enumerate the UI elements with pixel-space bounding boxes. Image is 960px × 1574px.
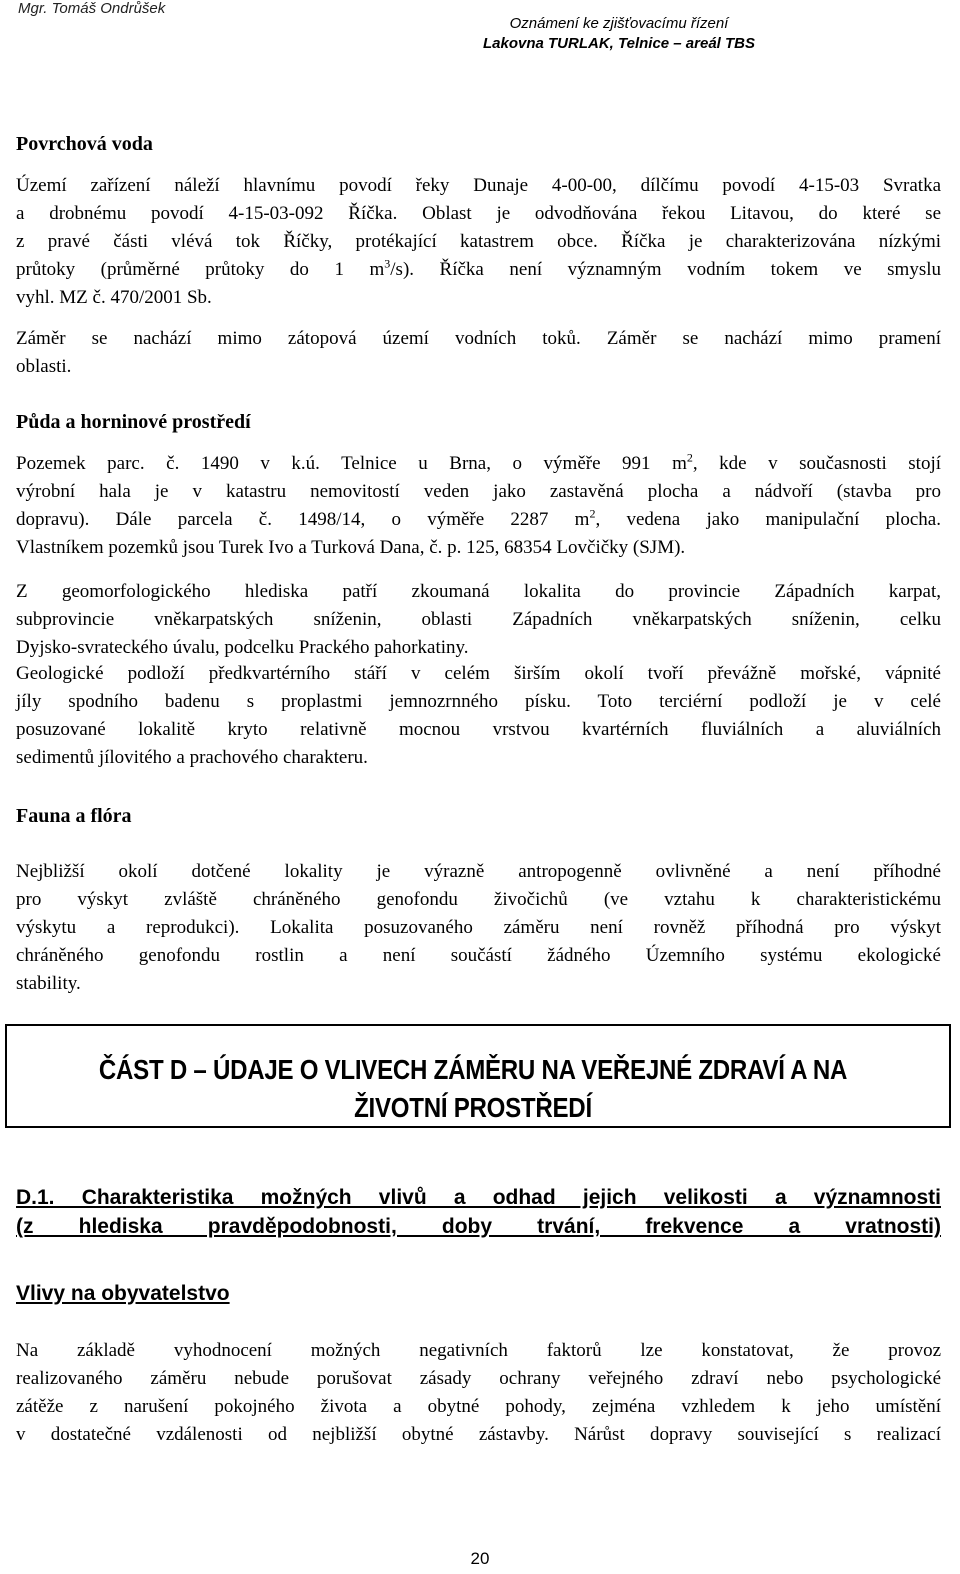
population-paragraph [16,1337,941,1449]
text-line: Na základě vyhodnocení možných negativních faktorů lze konstatovat, že provoz [16,1340,941,1361]
text-segment: průtoky (průměrné průtoky do 1 m [16,259,385,280]
text-line: stability. [16,973,81,994]
text-line: v dostatečné vzdálenosti od nejbližší obytné zástavby. Nárůst dopravy související s realizací [16,1424,941,1445]
part-d-title-line-1: ČÁST D – ÚDAJE O VLIVECH ZÁMĚRU NA VEŘEJNÉ ZDRAVÍ A NA [98,1054,848,1085]
header-author: Mgr. Tomáš Ondrůšek [18,0,166,17]
header-subtitle: Lakovna TURLAK, Telnice – areál TBS [482,35,756,52]
text-line: Z geomorfologického hlediska patří zkoumaná lokalita do provincie Západních karpat, [16,581,941,602]
text-line: Záměr se nachází mimo zátopová území vodních toků. Záměr se nachází mimo pramení [16,328,941,349]
text-line: Území zařízení náleží hlavnímu povodí řeky Dunaje 4-00-00, dílčímu povodí 4-15-03 Svratka [16,175,941,196]
text-line: realizovaného záměru nebude porušovat zásady ochrany veřejného zdraví nebo psychologické [16,1368,941,1389]
d1-heading-line-2: (z hlediska pravděpodobnosti, doby trvání, frekvence a vratnosti) [16,1215,941,1238]
text-line: vyhl. MZ č. 470/2001 Sb. [16,287,212,308]
soil-paragraph-3 [16,660,941,772]
text-segment: dopravu). Dále parcela č. 1498/14, o výměře 2287 m [16,509,590,530]
text-line-with-superscript [16,450,941,478]
surface-water-paragraph-1 [16,172,941,312]
fauna-paragraph [16,858,941,998]
text-line: pro výskyt zvláště chráněného genofondu živočichů (ve vztahu k charakteristickému [16,889,941,910]
text-line: oblasti. [16,356,72,377]
text-line: jíly spodního badenu s proplastmi jemnozrnného písku. Toto terciérní podloží je v celé [16,691,941,712]
text-line: Nejbližší okolí dotčené lokality je výrazně antropogenně ovlivněné a není příhodné [16,861,941,882]
text-segment: /s). Říčka není významným vodním tokem ve smyslu [390,259,941,280]
superscript: 2 [589,506,596,521]
population-heading: Vlivy na obyvatelstvo [16,1282,230,1305]
page-number: 20 [470,1549,490,1568]
section-heading-surface-water: Povrchová voda [16,133,153,155]
soil-paragraph-1 [16,450,941,562]
surface-water-paragraph-2 [16,325,941,381]
text-segment: Pozemek parc. č. 1490 v k.ú. Telnice u Brna, o výměře 991 m [16,453,687,474]
text-line: Dyjsko-svrateckého úvalu, podcelku Prackého pahorkatiny. [16,637,469,658]
text-line: chráněného genofondu rostlin a není součástí žádného Územního systému ekologické [16,945,941,966]
text-line-with-superscript [16,506,941,534]
text-line-with-superscript [16,256,941,284]
superscript: 3 [384,256,391,271]
superscript: 2 [686,450,693,465]
header-title: Oznámení ke zjišťovacímu řízení [509,15,729,32]
text-line: výskytu a reprodukci). Lokalita posuzovaného záměru není rovněž příhodná pro výskyt [16,917,941,938]
text-segment: , vedena jako manipulační plocha. [595,509,941,530]
text-line: subprovincie vněkarpatských sníženin, oblasti Západních vněkarpatských sníženin, celku [16,609,941,630]
part-d-title-line-2: ŽIVOTNÍ PROSTŘEDÍ [354,1092,592,1123]
section-heading-soil: Půda a horninové prostředí [16,411,251,433]
text-line: a drobnému povodí 4-15-03-092 Říčka. Oblast je odvodňována řekou Litavou, do které se [16,203,941,224]
d1-heading-line-1: D.1. Charakteristika možných vlivů a odhad jejich velikosti a významnosti [16,1186,941,1209]
text-segment: , kde v současnosti stojí [692,453,941,474]
soil-paragraph-2 [16,578,941,662]
text-line: posuzované lokalitě kryto relativně mocnou vrstvou kvartérních fluviálních a aluviálních [16,719,941,740]
text-line: z pravé části vlévá tok Říčky, protékající katastrem obce. Říčka je charakterizována nízkými [16,231,941,252]
section-heading-fauna: Fauna a flóra [16,805,132,827]
text-line: Geologické podloží předkvartérního stáří v celém širším okolí tvoří převážně mořské, vápnité [16,663,941,684]
text-line: Vlastníkem pozemků jsou Turek Ivo a Turková Dana, č. p. 125, 68354 Lovčičky (SJM). [16,537,686,558]
text-line: sedimentů jílovitého a prachového charakteru. [16,747,368,768]
text-line: zátěže z narušení pokojného života a obytné pohody, zejména vzhledem k jeho umístění [16,1396,941,1417]
d1-heading [16,1183,941,1241]
text-line: výrobní hala je v katastru nemovitostí veden jako zastavěná plocha a nádvoří (stavba pro [16,481,941,502]
